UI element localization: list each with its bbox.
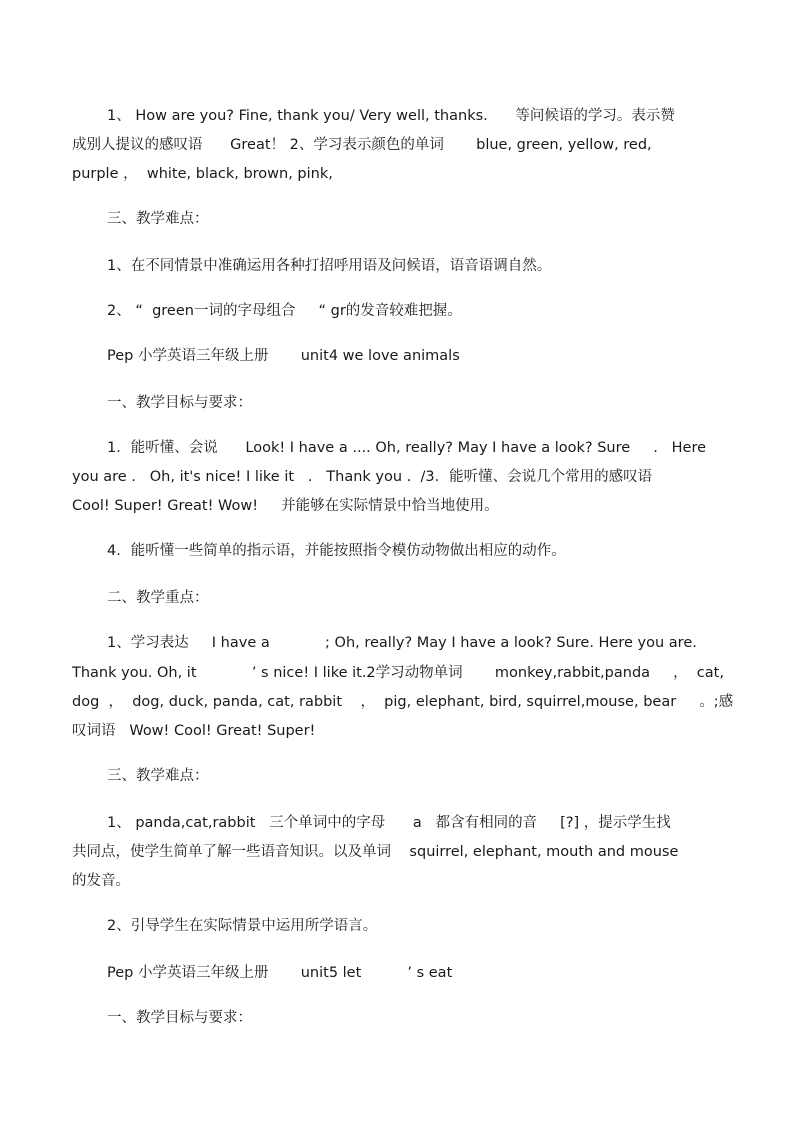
unit-title [107,963,757,983]
line-text: 成别人提议的感叹语 Great！ 2、学习表示颜色的单词 blue, green, yellow, red, [72,137,652,153]
paragraph-line [72,496,722,516]
section-heading [107,209,757,229]
line-text: 1、学习表达 I have a ; Oh, really? May I have a look? Sure. Here you are. [107,635,697,651]
line-text: 1、在不同情景中准确运用各种打招呼用语及问候语，语音语调自然。 [107,258,552,274]
heading-text: 一、教学目标与要求： [107,1010,252,1026]
heading-text: 三、教学难点： [107,768,209,784]
section-heading [107,393,757,413]
paragraph-line [107,256,757,276]
paragraph-line [72,135,722,155]
paragraph-line [72,871,722,891]
line-text: 2、 “ green一词的字母组合 “ gr的发音较难把握。 [107,303,462,319]
line-text: 共同点，使学生简单了解一些语音知识。以及单词 squirrel, elephant, mouth and mouse [72,844,679,860]
paragraph-line [72,663,722,683]
paragraph-line [107,541,757,561]
paragraph-line [107,813,757,833]
paragraph-line [72,692,734,712]
line-text: 的发音。 [72,873,130,889]
line-text: 1、 panda,cat,rabbit 三个单词中的字母 a 都含有相同的音 [?] ，提示学生找 [107,815,671,831]
heading-text: 三、教学难点： [107,211,209,227]
paragraph-line [107,438,757,458]
line-text: 叹词语 Wow! Cool! Great! Super! [72,723,316,739]
line-text: 4．能听懂一些简单的指示语，并能按照指令模仿动物做出相应的动作。 [107,543,566,559]
line-text: you are . Oh, it's nice! I like it . Thank you . /3．能听懂、会说几个常用的感叹语 [72,469,653,485]
paragraph-line [107,106,757,126]
paragraph-line [72,467,722,487]
line-text: dog ， dog, duck, panda, cat, rabbit ， pig, elephant, bird, squirrel,mouse, bear 。;感 [72,694,734,710]
paragraph-line [72,721,722,741]
paragraph-line [107,301,757,321]
line-text: Cool! Super! Great! Wow! 并能够在实际情景中恰当地使用。 [72,498,499,514]
line-text: Thank you. Oh, it ’ s nice! I like it.2学习动物单词 monkey,rabbit,panda ， cat, [72,665,724,681]
line-text: 1、 How are you? Fine, thank you/ Very well, thanks. 等问候语的学习。表示赞 [107,108,675,124]
section-heading [107,766,757,786]
paragraph-line [107,916,757,936]
section-heading [107,588,757,608]
unit-title [107,346,757,366]
line-text: 1．能听懂、会说 Look! I have a .... Oh, really? May I have a look? Sure . Here [107,440,707,456]
heading-text: 一、教学目标与要求： [107,395,252,411]
paragraph-line [72,842,722,862]
paragraph-line [72,164,722,184]
heading-text: 二、教学重点： [107,590,209,606]
section-heading [107,1008,757,1028]
unit-title-text: Pep 小学英语三年级上册 unit4 we love animals [107,348,460,364]
line-text: 2、引导学生在实际情景中运用所学语言。 [107,918,378,934]
line-text: purple ， white, black, brown, pink, [72,166,333,182]
paragraph-line [107,633,757,653]
unit-title-text: Pep 小学英语三年级上册 unit5 let ’ s eat [107,965,453,981]
